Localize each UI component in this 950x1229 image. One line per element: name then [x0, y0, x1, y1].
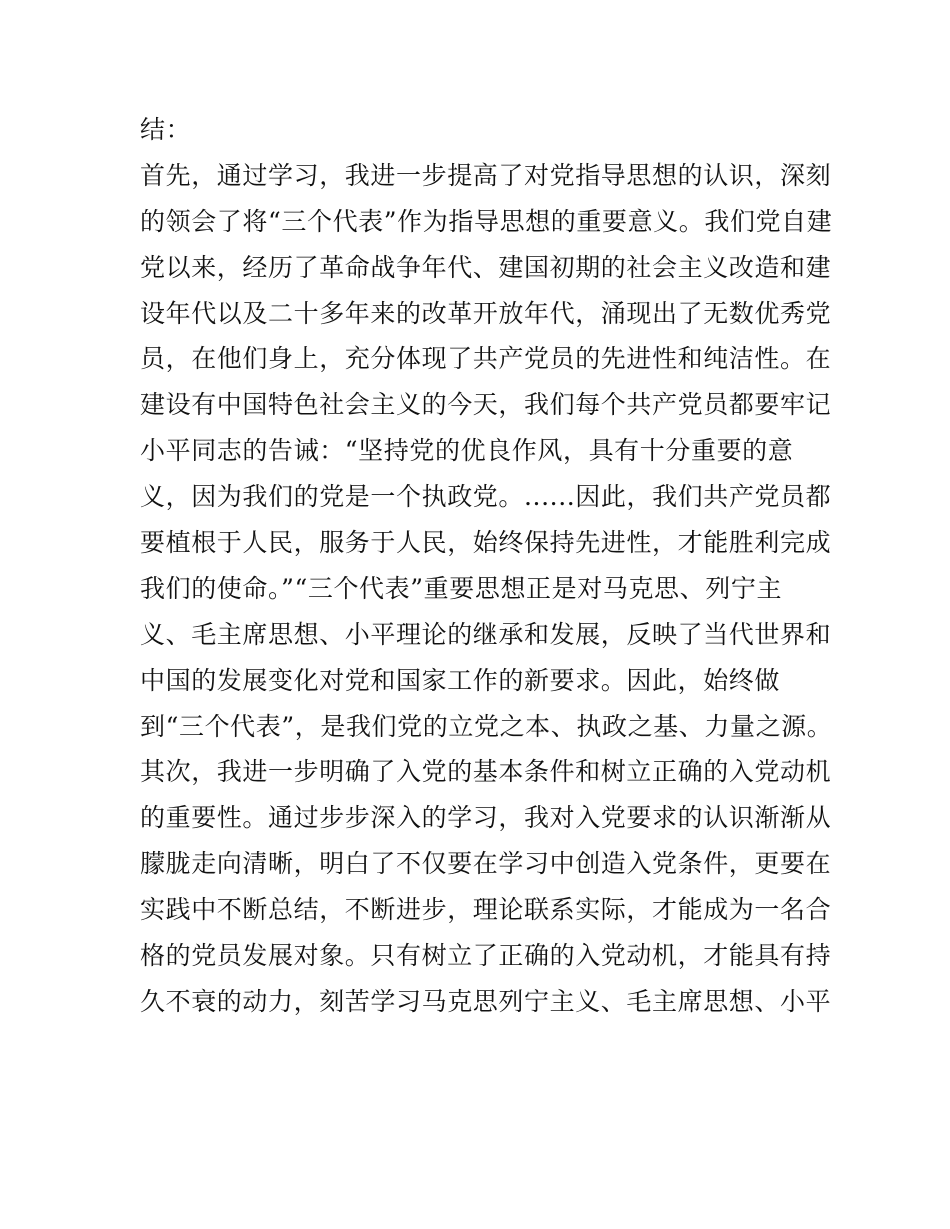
text-line: 义，因为我们的党是一个执政党。......因此，我们共产党员都 [140, 482, 832, 512]
text-line: 要植根于人民，服务于人民，始终保持先进性，才能胜利完成 [140, 528, 832, 558]
text-line: 中国的发展变化对党和国家工作的新要求。因此，始终做 [140, 665, 781, 695]
body-text [140, 107, 833, 1025]
text-line: 党以来，经历了革命战争年代、建国初期的社会主义改造和建 [140, 252, 832, 282]
text-line: 员，在他们身上，充分体现了共产党员的先进性和纯洁性。在 [140, 344, 832, 374]
text-line: 的领会了将“三个代表”作为指导思想的重要意义。我们党自建 [140, 206, 833, 236]
text-line: 实践中不断总结，不断进步，理论联系实际，才能成为一名合 [140, 895, 832, 925]
text-line: 设年代以及二十多年来的改革开放年代，涌现出了无数优秀党 [140, 298, 832, 328]
text-line: 义、毛主席思想、小平理论的继承和发展，反映了当代世界和 [140, 619, 832, 649]
text-line: 建设有中国特色社会主义的今天，我们每个共产党员都要牢记 [140, 390, 832, 420]
text-line: 首先，通过学习，我进一步提高了对党指导思想的认识，深刻 [140, 160, 832, 190]
text-line: 的重要性。通过步步深入的学习，我对入党要求的认识渐渐从 [140, 803, 832, 833]
text-line: 格的党员发展对象。只有树立了正确的入党动机，才能具有持 [140, 941, 832, 971]
text-line: 朦胧走向清晰，明白了不仅要在学习中创造入党条件，更要在 [140, 849, 832, 879]
text-line: 结： [140, 115, 192, 144]
text-line: 久不衰的动力，刻苦学习马克思列宁主义、毛主席思想、小平 [140, 986, 832, 1016]
text-line: 小平同志的告诫：“坚持党的优良作风，具有十分重要的意 [140, 436, 794, 466]
text-line: 我们的使命。”“三个代表”重要思想正是对马克思、列宁主 [140, 573, 783, 603]
text-line: 其次，我进一步明确了入党的基本条件和树立正确的入党动机 [140, 757, 832, 787]
text-line: 到“三个代表”，是我们党的立党之本、执政之基、力量之源。 [140, 711, 833, 741]
